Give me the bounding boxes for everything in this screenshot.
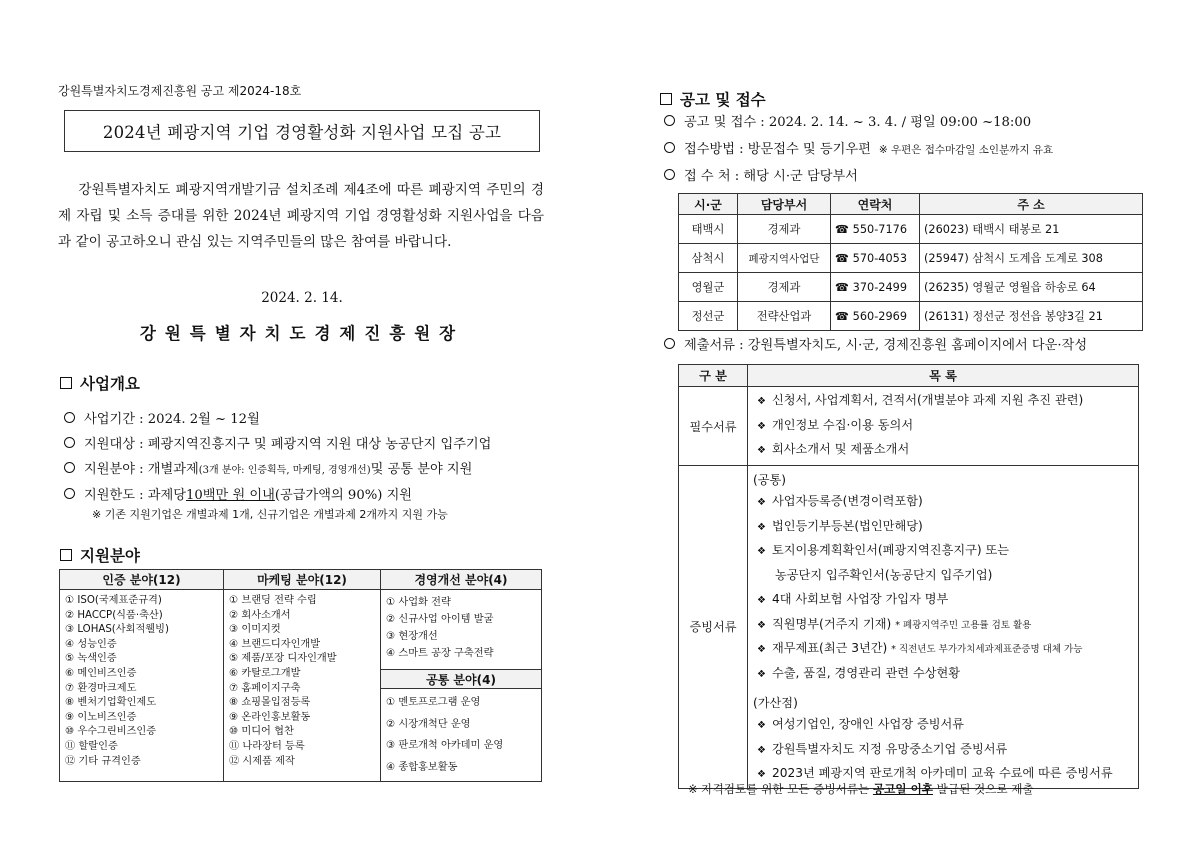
overview-limit [64,484,412,503]
dept-cell: 경제과 [738,273,831,302]
list-item: ⑦ 환경마크제도 [65,682,137,694]
issuer-name: 강원특별자치도경제진흥원장 [139,324,465,343]
notice-date: 2024. 2. 14. [261,290,343,306]
table-row [679,273,1143,302]
overview-target [64,433,491,452]
overview-field-prefix: 지원분야 : 개별과제 [84,462,199,477]
list-item: ⑪ 나라장터 등록 [229,740,305,752]
overview-field [64,458,472,477]
bonus-docs-list [749,713,1137,787]
list-item: ⑨ 이노비즈인증 [65,711,137,723]
common-docs-list [749,490,1137,686]
list-item: ③ 판로개척 아카데미 운영 [386,740,504,751]
checkbox-square-icon [60,549,72,561]
list-item: ⑩ 우수그린비즈인증 [65,726,157,738]
list-item: ⑧ 벤처기업확인제도 [65,697,157,709]
list-item: ⑧ 쇼핑몰입점등록 [229,697,311,709]
overview-limit-suffix: (공급가액의 90%) 지원 [274,488,413,503]
list-item: ② 신규사업 아이템 발굴 [386,614,494,625]
list-item: ❖ 수출, 품질, 경영관리 관련 수상현황 [757,662,1137,687]
receipt-period-text: 공고 및 접수 : 2024. 2. 14. ~ 3. 4. / 평일 09:00 ~18:00 [684,115,1032,130]
footnote-prefix: ※ 자격검토를 위한 모든 증빙서류는 [688,782,873,796]
address-cell: (26131) 정선군 정선읍 봉양3길 21 [920,302,1143,331]
overview-period [64,408,260,427]
management-common-column [381,570,541,781]
phone-cell: ☎ 570-4053 [831,244,920,273]
list-item: ④ 스마트 공장 구축전략 [386,648,494,659]
title-box [64,110,540,152]
section-title: 공고 및 접수 [680,91,766,109]
address-cell: (26235) 영월군 영월읍 하송로 64 [920,273,1143,302]
list-item: ④ 성능인증 [65,638,117,650]
overview-limit-prefix: 지원한도 : 과제당 [84,488,187,503]
fields-table [59,569,542,782]
dept-cell: 전략산업과 [738,302,831,331]
list-item: ⑩ 미디어 협찬 [229,726,294,738]
overview-field-suffix: 및 공통 분야 지원 [370,462,473,477]
receipt-method-text: 접수방법 : 방문접수 및 등기우편 [684,142,871,157]
list-item: ⑪ 할랄인증 [65,740,118,752]
checkbox-square-icon [60,377,72,389]
list-item: ① 브랜딩 전략 수립 [229,595,317,606]
circle-bullet-icon [64,437,75,448]
dept-cell: 경제과 [738,215,831,244]
intro-paragraph [58,177,544,255]
section-overview-heading [60,372,140,394]
table-row [679,244,1143,273]
list-item: ⑥ 카탈로그개발 [229,667,301,679]
notice-number: 강원특별자치도경제진흥원 공고 제2024-18호 [58,84,302,98]
receipt-period [664,111,1031,130]
phone-cell: ☎ 550-7176 [831,215,920,244]
list-item: ❖ 개인정보 수집·이용 동의서 [757,414,1137,439]
table-row [679,302,1143,331]
common-header: 공통 분야(4) [381,669,541,689]
marketing-column [224,570,381,781]
page-title: 2024년 폐광지역 기업 경영활성화 지원사업 모집 공고 [102,123,502,142]
checkbox-square-icon [660,93,672,105]
overview-field-small: (3개 분야: 인증획득, 마케팅, 경영개선) [198,465,371,476]
list-item: ① 사업화 전략 [386,597,451,608]
address-cell: (26023) 태백시 태봉로 21 [920,215,1143,244]
evidence-label: 증빙서류 [679,466,748,789]
section-fields-heading [60,544,140,566]
management-header: 경영개선 분야(4) [381,570,541,590]
list-item: ❖ 회사소개서 및 제품소개서 [757,438,1137,463]
list-item: ⑦ 홈페이지구축 [229,682,301,694]
list-item: ❖ 강원특별자치도 지정 유망중소기업 증빙서류 [757,738,1137,763]
marketing-list [224,590,380,769]
circle-bullet-icon [64,488,75,499]
receipt-method [664,138,1053,157]
table-header-row [679,365,1139,387]
list-item: ❖ 직원명부(거주지 기재) * 폐광지역주민 고용률 검토 활용 [757,613,1137,638]
list-item: ❖ 사업자등록증(변경이력포함) [757,490,1137,515]
list-item: ② 시장개척단 운영 [386,718,471,730]
column-header: 구 분 [679,365,748,387]
docs-intro-text: 제출서류 : 강원특별자치도, 시·군, 경제진흥원 홈페이지에서 다운·작성 [684,338,1088,353]
table-row [679,387,1139,466]
list-item: ⑫ 기타 규격인증 [65,755,141,767]
list-item: ⑨ 온라인홍보활동 [229,711,311,723]
certification-list [60,590,223,769]
documents-table [678,364,1139,789]
column-header: 연락처 [831,194,920,215]
footnote [688,781,1034,797]
city-cell: 영월군 [679,273,738,302]
list-item: ⑫ 시제품 제작 [229,755,295,767]
city-cell: 태백시 [679,215,738,244]
list-item: ③ 이미지컷 [229,624,281,636]
management-list [381,590,541,662]
circle-bullet-icon [664,115,675,126]
overview-period-text: 사업기간 : 2024. 2월 ~ 12월 [84,412,260,427]
list-item: ③ LOHAS(사회적웰빙) [65,624,169,636]
certification-column [60,570,224,781]
required-cell [748,387,1139,466]
list-item: ② 회사소개서 [229,609,291,621]
list-item: ④ 브랜드디자인개발 [229,638,321,650]
list-item: ❖ 4대 사회보험 사업장 가입자 명부 [757,588,1137,613]
address-cell: (25947) 삼척시 도계읍 도계로 308 [920,244,1143,273]
circle-bullet-icon [64,412,75,423]
circle-bullet-icon [664,169,675,180]
common-subheading: (공통) [753,473,787,487]
list-item: ❖ 토지이용계획확인서(폐광지역진흥지구) 또는 [757,539,1137,564]
column-header: 담당부서 [738,194,831,215]
table-row [679,215,1143,244]
required-list [749,389,1137,463]
list-item: ③ 현장개선 [386,631,438,642]
circle-bullet-icon [664,338,675,349]
overview-target-text: 지원대상 : 폐광지역진흥지구 및 폐광지역 지원 대상 농공단지 입주기업 [84,437,492,452]
list-item: 농공단지 입주확인서(농공단지 입주기업) [775,567,993,582]
list-item: ❖ 법인등기부등본(법인만해당) [757,515,1137,540]
table-header-row [679,194,1143,215]
list-item: ⑤ 제품/포장 디자인개발 [229,653,337,665]
list-item: ① 멘토프로그램 운영 [386,697,481,708]
evidence-cell [748,466,1139,789]
section-title: 지원분야 [80,547,140,565]
column-header: 시·군 [679,194,738,215]
contact-table [678,193,1143,331]
table-row [679,466,1139,789]
list-item: ④ 종합홍보활동 [386,761,458,773]
list-item: ❖ 2023년 폐광지역 판로개척 아카데미 교육 수료에 따른 증빙서류 [757,762,1137,787]
city-cell: 삼척시 [679,244,738,273]
marketing-header: 마케팅 분야(12) [224,570,380,590]
receipt-place [664,165,858,184]
dept-cell: 폐광지역사업단 [738,244,831,273]
intro-text: 강원특별자치도 폐광지역개발기금 설치조례 제4조에 따른 폐광지역 주민의 경제 자립 및 소득 증대를 위한 2024년 폐광지역 기업 경영활성화 지원사업을 다음과 같이 공고하오니 관심 있는 지역주민들의 많은 참여를 바랍니다. [58,182,544,250]
overview-limit-amount: 10백만 원 이내 [186,488,275,503]
overview-note: ※ 기존 지원기업은 개별과제 1개, 신규기업은 개별과제 2개까지 지원 가능 [92,508,448,521]
footnote-emphasis: 공고일 이후 [872,782,933,796]
list-item: ❖ 재무제표(최근 3년간) * 직전년도 부가가치세과제표준증명 대체 가능 [757,637,1137,662]
section-title: 사업개요 [80,375,140,393]
list-item: ② HACCP(식품·축산) [65,609,163,621]
required-label: 필수서류 [679,387,748,466]
footnote-suffix: 발급된 것으로 제출 [932,782,1034,796]
phone-cell: ☎ 560-2969 [831,302,920,331]
column-header: 주 소 [920,194,1143,215]
common-list [381,689,541,778]
bonus-subheading: (가산점) [753,696,798,710]
list-item: ⑤ 녹색인증 [65,653,117,665]
list-item: ❖ 신청서, 사업계획서, 견적서(개별분야 과제 지원 추진 관련) [757,389,1137,414]
phone-cell: ☎ 370-2499 [831,273,920,302]
list-item: ❖ 여성기업인, 장애인 사업장 증빙서류 [757,713,1137,738]
receipt-place-text: 접 수 처 : 해당 시·군 담당부서 [684,169,858,184]
docs-intro [664,334,1087,353]
column-header: 목 록 [748,365,1139,387]
circle-bullet-icon [64,462,75,473]
list-item: ⑥ 메인비즈인증 [65,667,137,679]
list-item: ① ISO(국제표준규격) [65,595,162,606]
section-receipt-heading [660,88,766,110]
city-cell: 정선군 [679,302,738,331]
certification-header: 인증 분야(12) [60,570,223,590]
receipt-method-note: ※ 우편은 접수마감일 소인분까지 유효 [878,144,1054,156]
circle-bullet-icon [664,142,675,153]
